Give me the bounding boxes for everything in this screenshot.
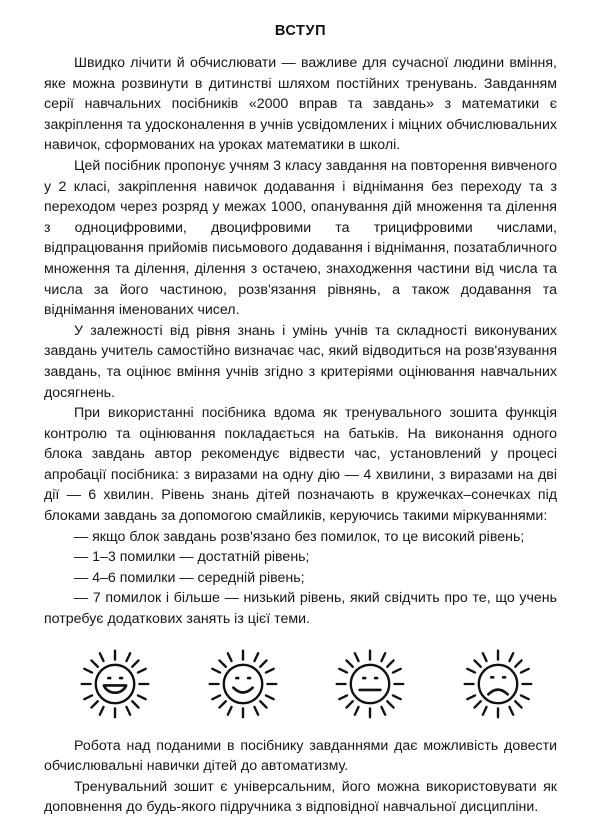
paragraph-5: Робота над поданими в посібнику завданнями дає можливість довести обчислювальні навички дітей до автоматизму.: [44, 737, 557, 775]
sun-face-smile-icon: [206, 647, 280, 721]
criteria-item-low: — 7 помилок і більше — низький рівень, який свідчить про те, що учень потребує додаткових занять із цієї теми.: [44, 590, 557, 628]
paragraph-2: Цей посібник пропонує учням 3 класу завдання на повторення вивченого у 2 класі, закріплення навичок додавання і віднімання без переходу та з переходом через розряд у межах 1000, опанування дій множення та ділення з одноцифровими, двоцифровими та трицифровими числами, відпрацювання прийомів письмового додавання і віднімання, позатабличного множення та ділення, ділення з остачею, знаходження частини від числа та числа за його частиною, розв'язання рівнянь, а також додавання та віднімання іменованих чисел.: [44, 157, 557, 319]
criteria-item-sufficient: — 1–3 помилки — достатній рівень;: [74, 549, 310, 566]
sun-face-neutral-icon: [333, 647, 407, 721]
paragraph-6: Тренувальний зошит є універсальним, його можна використовувати як доповнення до будь-якого підручника з відповідної навчальної дисципліни.: [44, 778, 557, 816]
criteria-item-high: — якщо блок завдань розв'язано без помилок, то це високий рівень;: [74, 528, 525, 545]
closing-body: [44, 736, 557, 818]
paragraph-3: У залежності від рівня знань і умінь учнів та складності виконуваних завдань учитель самостійно визначає час, який відводиться на розв'язування завдань, та оцінює вміння учнів згідно з критеріями оцінювання навчальних досягнень.: [44, 322, 557, 401]
sun-smiley-row: [44, 646, 557, 722]
criteria-item-average: — 4–6 помилки — середній рівень;: [74, 569, 305, 586]
sun-face-big-smile-icon: [78, 647, 152, 721]
paragraph-1: Швидко лічити й обчислювати — важливе для сучасної людини вміння, яке можна розвинути в дитинстві шляхом постійних тренувань. Завданням серії навчальних посібників «2000 вправ та завдань» з математики є закріплення та удосконалення в учнів усвідомлених і міцних обчислювальних навичок, сформованих на уроках математики в школі.: [44, 55, 557, 154]
paragraph-4: При використанні посібника вдома як тренувального зошита функція контролю та оцінювання покладається на батьків. На виконання одного блока завдань автор рекомендує відвести час, установлений у процесі апробації посібника: з виразами на одну дію — 4 хвилини, з виразами на дві дії — 6 хвилин. Рівень знань дітей позначають в кружечках–сонечках під блоками завдань за допомогою смайликів, керуючись такими міркуваннями:: [44, 405, 557, 525]
sun-face-sad-icon: [461, 647, 535, 721]
intro-body: [44, 53, 557, 630]
page-title: ВСТУП: [274, 23, 327, 39]
